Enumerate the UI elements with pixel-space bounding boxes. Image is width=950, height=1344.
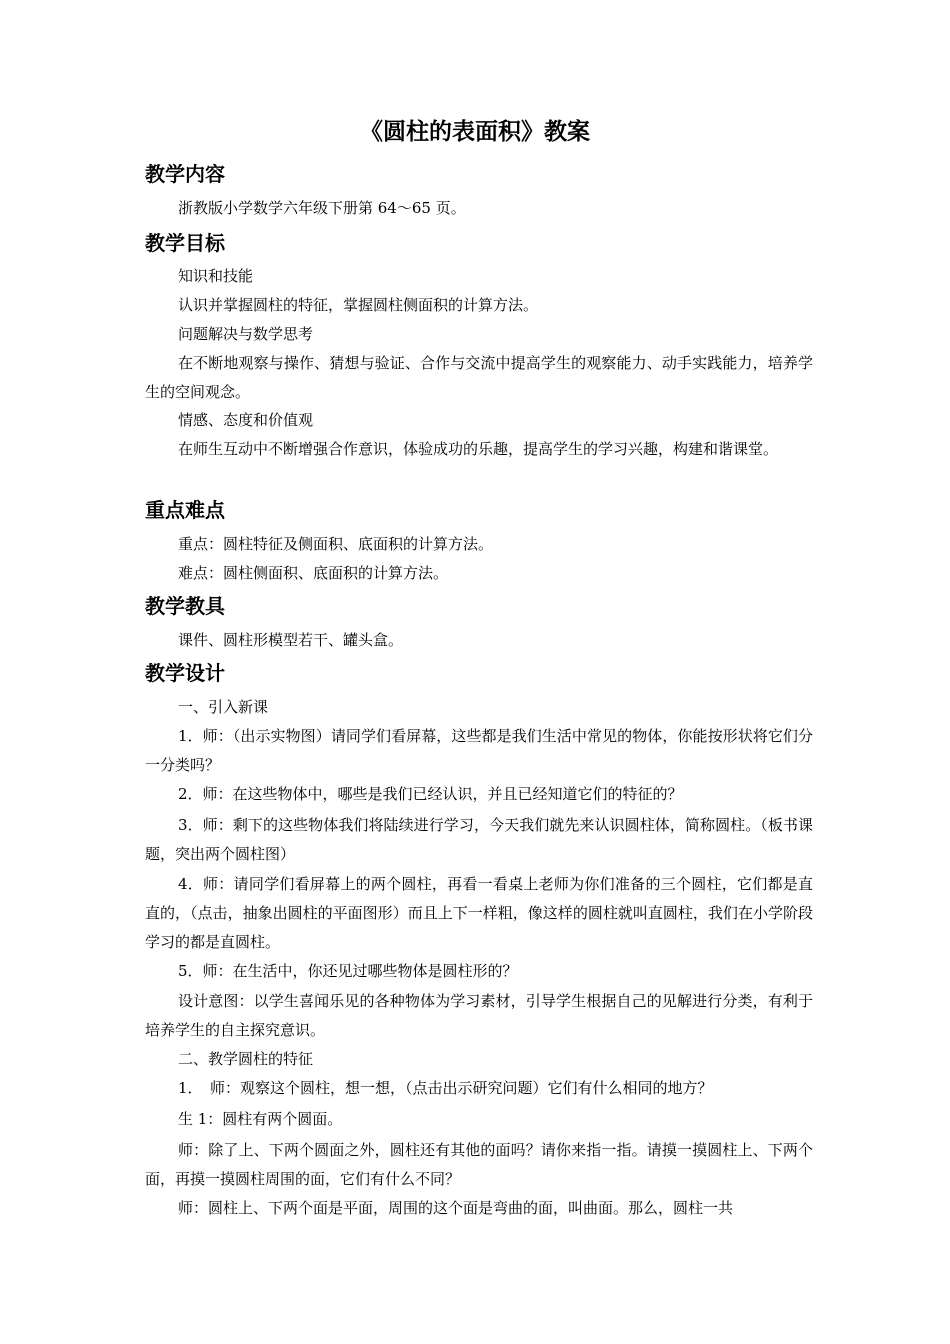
paragraph: 问题解决与数学思考 bbox=[178, 325, 314, 343]
paragraph: 生 1：圆柱有两个圆面。 bbox=[178, 1110, 343, 1128]
section-heading-keypoints: 重点难点 bbox=[145, 498, 225, 522]
paragraph: 在师生互动中不断增强合作意识，体验成功的乐趣，提高学生的学习兴趣，构建和谐课堂。 bbox=[178, 440, 779, 458]
section-heading-tools: 教学教具 bbox=[145, 594, 225, 618]
paragraph: 浙教版小学数学六年级下册第 64～65 页。 bbox=[178, 199, 466, 217]
section-heading-content: 教学内容 bbox=[145, 162, 225, 186]
paragraph: 课件、圆柱形模型若干、罐头盒。 bbox=[178, 631, 404, 649]
paragraph: 3．师：剩下的这些物体我们将陆续进行学习，今天我们就先来认识圆柱体，简称圆柱。（板书课题，突出两个圆柱图） bbox=[145, 816, 813, 863]
paragraph: 在不断地观察与操作、猜想与验证、合作与交流中提高学生的观察能力、动手实践能力，培养学生的空间观念。 bbox=[145, 354, 813, 401]
paragraph: 情感、态度和价值观 bbox=[178, 411, 314, 429]
section-heading-goals: 教学目标 bbox=[145, 231, 225, 255]
section-heading-design: 教学设计 bbox=[145, 661, 225, 685]
paragraph: 难点：圆柱侧面积、底面积的计算方法。 bbox=[178, 564, 449, 582]
paragraph: 知识和技能 bbox=[178, 267, 254, 285]
paragraph: 1． 师：观察这个圆柱，想一想，（点击出示研究问题）它们有什么相同的地方？ bbox=[178, 1079, 713, 1097]
paragraph: 师：圆柱上、下两个面是平面，周围的这个面是弯曲的面，叫曲面。那么，圆柱一共 bbox=[178, 1199, 734, 1217]
paragraph: 5．师：在生活中，你还见过哪些物体是圆柱形的？ bbox=[178, 962, 518, 980]
paragraph: 2．师：在这些物体中，哪些是我们已经认识，并且已经知道它们的特征的？ bbox=[178, 785, 683, 803]
paragraph: 二、教学圆柱的特征 bbox=[178, 1050, 314, 1068]
paragraph: 师：除了上、下两个圆面之外，圆柱还有其他的面吗？请你来指一指。请摸一摸圆柱上、下两个面，再摸一摸圆柱周围的面，它们有什么不同？ bbox=[145, 1141, 813, 1188]
paragraph: 重点：圆柱特征及侧面积、底面积的计算方法。 bbox=[178, 535, 494, 553]
document-title: 《圆柱的表面积》教案 bbox=[360, 119, 590, 145]
paragraph: 1．师：（出示实物图）请同学们看屏幕，这些都是我们生活中常见的物体，你能按形状将它们分一分类吗？ bbox=[145, 727, 813, 774]
paragraph: 设计意图：以学生喜闻乐见的各种物体为学习素材，引导学生根据自己的见解进行分类，有利于培养学生的自主探究意识。 bbox=[145, 992, 813, 1039]
paragraph: 一、引入新课 bbox=[178, 698, 269, 716]
paragraph: 4．师：请同学们看屏幕上的两个圆柱，再看一看桌上老师为你们准备的三个圆柱，它们都是直直的，（点击，抽象出圆柱的平面图形）而且上下一样粗，像这样的圆柱就叫直圆柱，我们在小学阶段学习的都是直圆柱。 bbox=[145, 875, 813, 951]
paragraph: 认识并掌握圆柱的特征，掌握圆柱侧面积的计算方法。 bbox=[178, 296, 539, 314]
